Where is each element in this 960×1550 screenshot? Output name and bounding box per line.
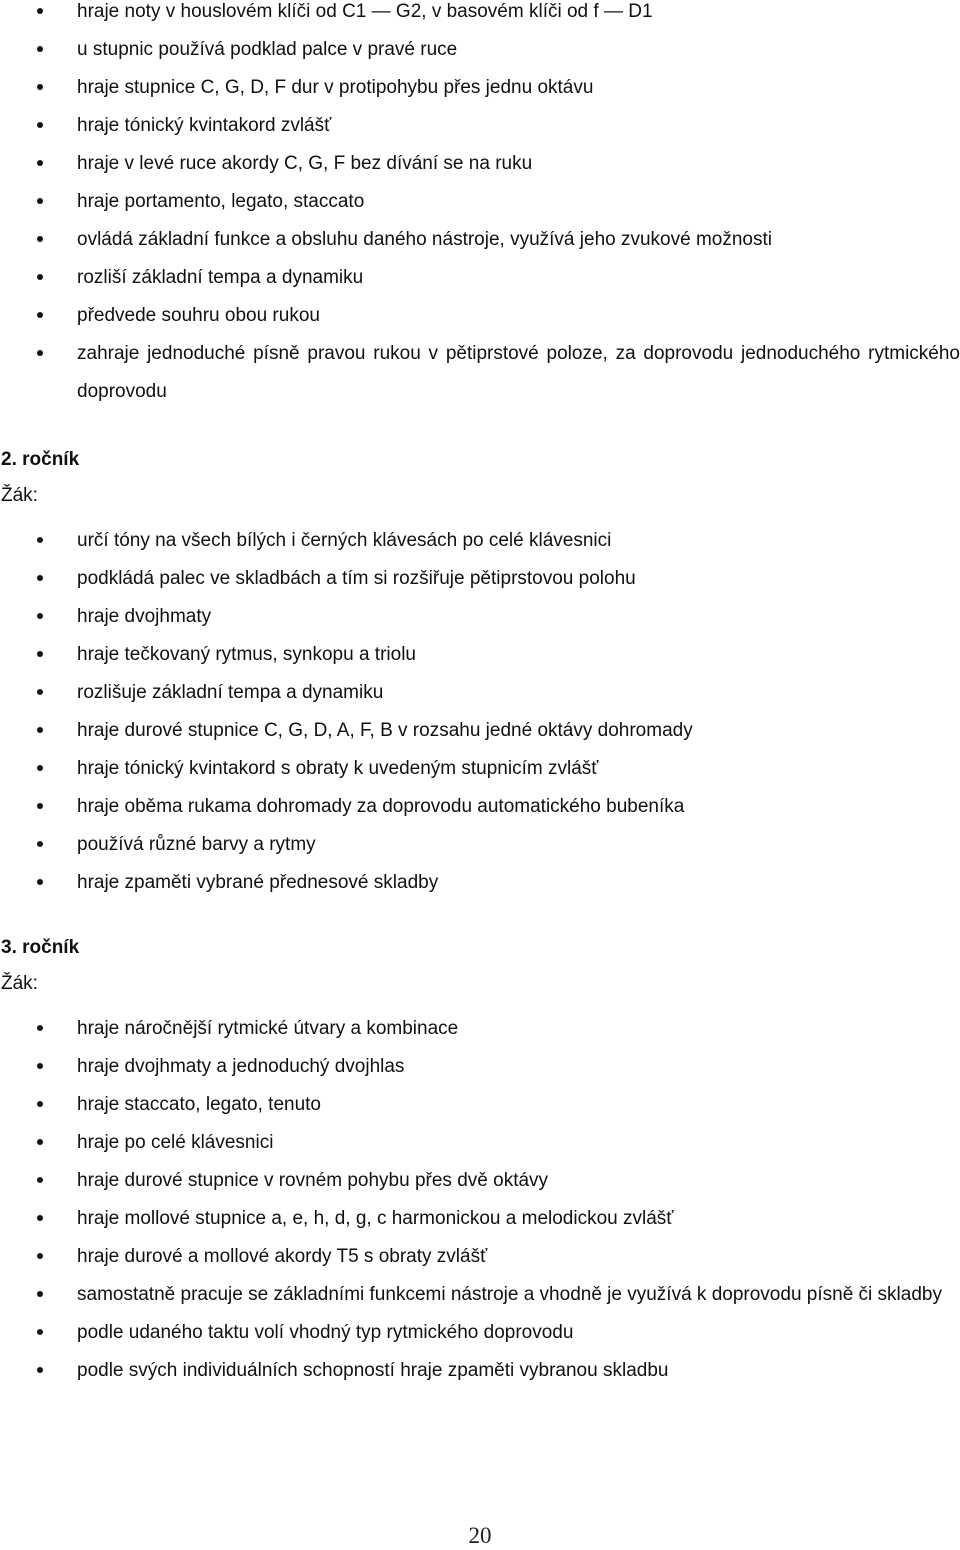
list-item: používá různé barvy a rytmy (0, 826, 960, 864)
skills-list-3 (0, 1010, 960, 1390)
list-item: hraje durové stupnice v rovném pohybu přes dvě oktávy (0, 1162, 960, 1200)
list-item: hraje mollové stupnice a, e, h, d, g, c harmonickou a melodickou zvlášť (0, 1200, 960, 1238)
section-heading: 2. ročník (1, 449, 80, 470)
list-item: hraje dvojhmaty (0, 598, 960, 636)
list-item: hraje durové a mollové akordy T5 s obraty zvlášť (0, 1238, 960, 1276)
skills-list-2 (0, 522, 960, 902)
list-item: zahraje jednoduché písně pravou rukou v pětiprstové poloze, za doprovodu jednoduchého rytmického doprovodu (0, 335, 960, 411)
list-item: u stupnic používá podklad palce v pravé ruce (0, 31, 960, 69)
section-3-rocnik (0, 929, 960, 1390)
section-heading: 3. ročník (1, 937, 80, 958)
list-item: určí tóny na všech bílých i černých klávesách po celé klávesnici (0, 522, 960, 560)
list-item: hraje v levé ruce akordy C, G, F bez dívání se na ruku (0, 145, 960, 183)
list-item: samostatně pracuje se základními funkcemi nástroje a vhodně je využívá k doprovodu písně či skladby (0, 1276, 960, 1314)
list-item: hraje tónický kvintakord zvlášť (0, 107, 960, 145)
list-item: hraje oběma rukama dohromady za doprovodu automatického bubeníka (0, 788, 960, 826)
list-item: hraje stupnice C, G, D, F dur v protipohybu přes jednu oktávu (0, 69, 960, 107)
list-item: hraje staccato, legato, tenuto (0, 1086, 960, 1124)
list-item: hraje náročnější rytmické útvary a kombinace (0, 1010, 960, 1048)
list-item: podle svých individuálních schopností hraje zpaměti vybranou skladbu (0, 1352, 960, 1390)
list-item: podkládá palec ve skladbách a tím si rozšiřuje pětiprstovou polohu (0, 560, 960, 598)
skills-list-1 (0, 0, 960, 411)
list-item: hraje tečkovaný rytmus, synkopu a triolu (0, 636, 960, 674)
list-item: hraje durové stupnice C, G, D, A, F, B v rozsahu jedné oktávy dohromady (0, 712, 960, 750)
section-1-continued (0, 0, 960, 411)
list-item: hraje portamento, legato, staccato (0, 183, 960, 221)
list-item: hraje tónický kvintakord s obraty k uvedeným stupnicím zvlášť (0, 750, 960, 788)
list-item: hraje po celé klávesnici (0, 1124, 960, 1162)
list-item: hraje noty v houslovém klíči od C1 — G2, v basovém klíči od f — D1 (0, 0, 960, 31)
list-item: hraje dvojhmaty a jednoduchý dvojhlas (0, 1048, 960, 1086)
section-subheading: Žák: (1, 973, 38, 994)
list-item: ovládá základní funkce a obsluhu daného nástroje, využívá jeho zvukové možnosti (0, 221, 960, 259)
list-item: rozlišuje základní tempa a dynamiku (0, 674, 960, 712)
list-item: rozliší základní tempa a dynamiku (0, 259, 960, 297)
page-number: 20 (468, 1523, 492, 1548)
list-item: podle udaného taktu volí vhodný typ rytmického doprovodu (0, 1314, 960, 1352)
section-subheading: Žák: (1, 485, 38, 506)
section-2-rocnik (0, 441, 960, 902)
list-item: předvede souhru obou rukou (0, 297, 960, 335)
list-item: hraje zpaměti vybrané přednesové skladby (0, 864, 960, 902)
